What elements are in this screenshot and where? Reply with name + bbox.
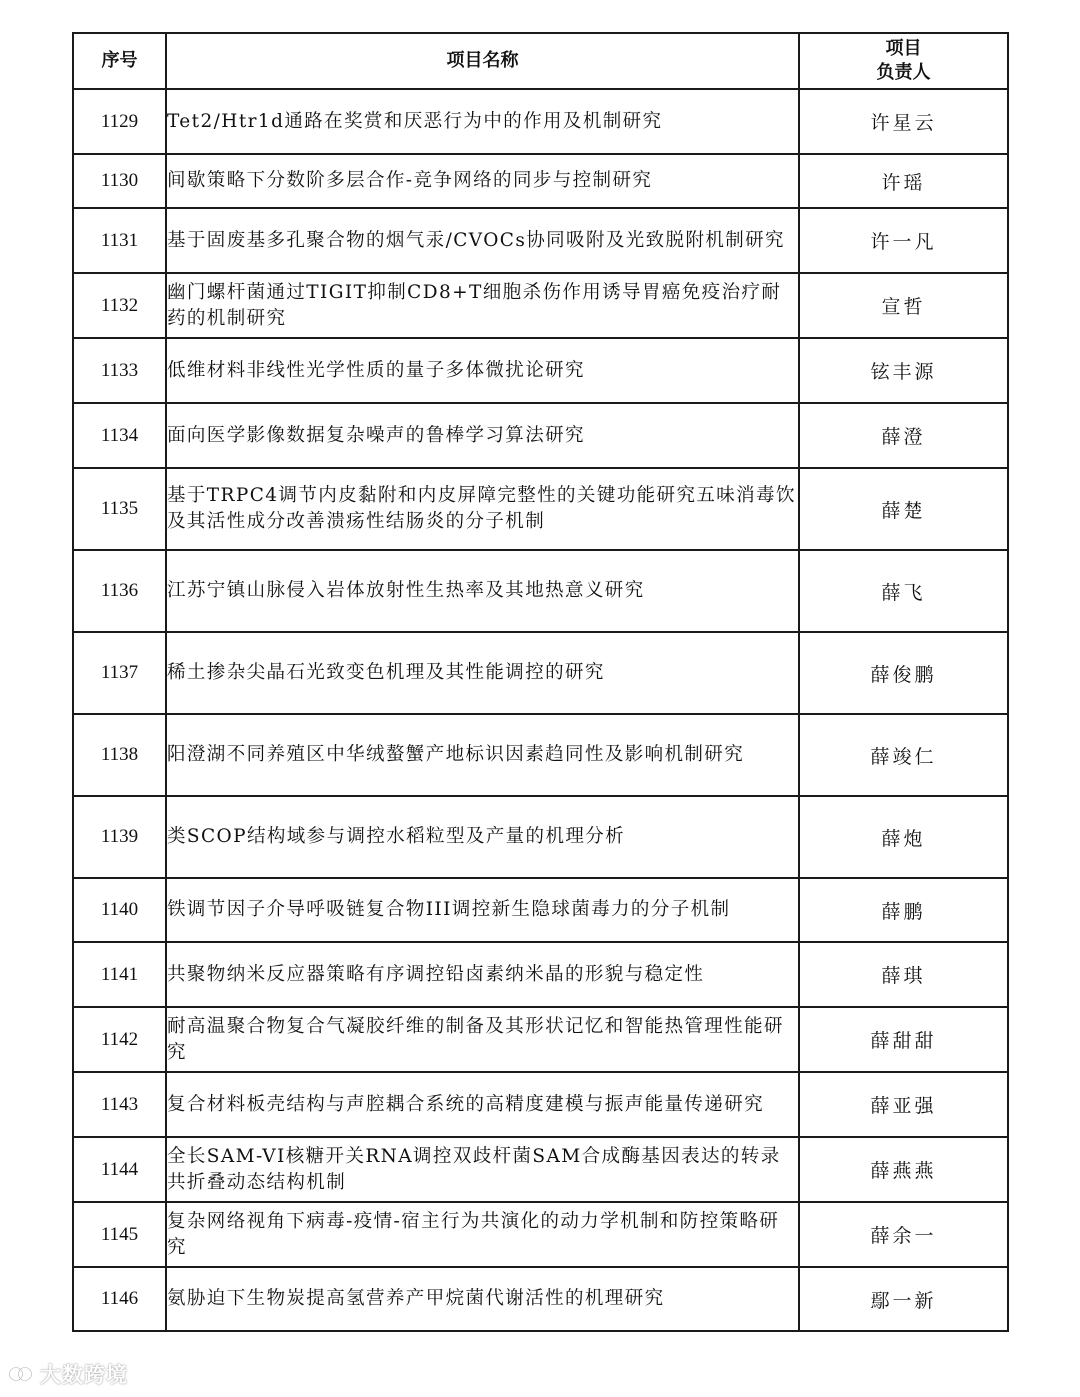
row-project-name: 面向医学影像数据复杂噪声的鲁棒学习算法研究 — [166, 403, 799, 468]
row-project-name: 间歇策略下分数阶多层合作-竞争网络的同步与控制研究 — [166, 154, 799, 208]
row-project-name: 基于TRPC4调节内皮黏附和内皮屏障完整性的关键功能研究五味消毒饮及其活性成分改善溃疡性结肠炎的分子机制 — [166, 468, 799, 550]
row-project-leader: 薛亚强 — [799, 1072, 1008, 1137]
table-row — [73, 942, 1008, 1007]
row-project-leader: 许一凡 — [799, 208, 1008, 273]
row-serial-number: 1137 — [73, 632, 166, 714]
row-serial-number: 1133 — [73, 338, 166, 403]
row-project-leader: 薛燕燕 — [799, 1137, 1008, 1202]
row-project-name: 稀土掺杂尖晶石光致变色机理及其性能调控的研究 — [166, 632, 799, 714]
project-table — [72, 32, 1009, 1332]
header-project-leader — [799, 33, 1008, 89]
table-row — [73, 273, 1008, 338]
row-project-name: 复合材料板壳结构与声腔耦合系统的高精度建模与振声能量传递研究 — [166, 1072, 799, 1137]
row-project-name: 全长SAM-VI核糖开关RNA调控双歧杆菌SAM合成酶基因表达的转录共折叠动态结构机制 — [166, 1137, 799, 1202]
row-project-name: 复杂网络视角下病毒-疫情-宿主行为共演化的动力学机制和防控策略研究 — [166, 1202, 799, 1267]
row-project-leader: 薛飞 — [799, 550, 1008, 632]
table-row — [73, 796, 1008, 878]
row-project-leader: 薛竣仁 — [799, 714, 1008, 796]
row-serial-number: 1141 — [73, 942, 166, 1007]
row-project-name: 铁调节因子介导呼吸链复合物III调控新生隐球菌毒力的分子机制 — [166, 878, 799, 942]
row-project-leader: 薛炮 — [799, 796, 1008, 878]
row-project-leader: 薛澄 — [799, 403, 1008, 468]
row-project-leader: 宣哲 — [799, 273, 1008, 338]
row-project-leader: 薛鹏 — [799, 878, 1008, 942]
row-project-leader: 薛琪 — [799, 942, 1008, 1007]
table-row — [73, 878, 1008, 942]
row-serial-number: 1138 — [73, 714, 166, 796]
header-leader-line2: 负责人 — [876, 62, 931, 83]
row-serial-number: 1134 — [73, 403, 166, 468]
table-row — [73, 1072, 1008, 1137]
row-project-leader: 许瑶 — [799, 154, 1008, 208]
row-serial-number: 1142 — [73, 1007, 166, 1072]
row-project-name: 氨胁迫下生物炭提高氢营养产甲烷菌代谢活性的机理研究 — [166, 1267, 799, 1331]
header-project-name: 项目名称 — [166, 33, 799, 89]
table-row — [73, 403, 1008, 468]
row-serial-number: 1139 — [73, 796, 166, 878]
project-sheet — [72, 32, 1008, 1332]
table-row — [73, 1137, 1008, 1202]
watermark-logo-icon — [8, 1363, 34, 1385]
row-serial-number: 1144 — [73, 1137, 166, 1202]
header-serial-number: 序号 — [73, 33, 166, 89]
table-row — [73, 632, 1008, 714]
table-row — [73, 208, 1008, 273]
row-serial-number: 1145 — [73, 1202, 166, 1267]
table-row — [73, 1267, 1008, 1331]
row-serial-number: 1143 — [73, 1072, 166, 1137]
table-header-row — [73, 33, 1008, 89]
row-serial-number: 1140 — [73, 878, 166, 942]
row-project-name: 共聚物纳米反应器策略有序调控铅卤素纳米晶的形貌与稳定性 — [166, 942, 799, 1007]
row-project-leader: 鄢一新 — [799, 1267, 1008, 1331]
row-project-leader: 薛俊鹏 — [799, 632, 1008, 714]
header-leader-line1: 项目 — [885, 38, 922, 59]
table-row — [73, 468, 1008, 550]
row-project-leader: 铉丰源 — [799, 338, 1008, 403]
row-project-name: 幽门螺杆菌通过TIGIT抑制CD8+T细胞杀伤作用诱导胃癌免疫治疗耐药的机制研究 — [166, 273, 799, 338]
row-serial-number: 1135 — [73, 468, 166, 550]
row-project-name: 阳澄湖不同养殖区中华绒螯蟹产地标识因素趋同性及影响机制研究 — [166, 714, 799, 796]
table-row — [73, 1007, 1008, 1072]
row-project-leader: 许星云 — [799, 89, 1008, 154]
table-row — [73, 714, 1008, 796]
watermark-text: 大数跨境 — [40, 1363, 128, 1387]
row-project-name: 低维材料非线性光学性质的量子多体微扰论研究 — [166, 338, 799, 403]
row-project-leader: 薛余一 — [799, 1202, 1008, 1267]
row-serial-number: 1146 — [73, 1267, 166, 1331]
row-serial-number: 1136 — [73, 550, 166, 632]
row-project-leader: 薛楚 — [799, 468, 1008, 550]
table-row — [73, 550, 1008, 632]
row-project-name: 基于固废基多孔聚合物的烟气汞/CVOCs协同吸附及光致脱附机制研究 — [166, 208, 799, 273]
row-project-name: Tet2/Htr1d通路在奖赏和厌恶行为中的作用及机制研究 — [166, 89, 799, 154]
row-project-leader: 薛甜甜 — [799, 1007, 1008, 1072]
row-project-name: 类SCOP结构域参与调控水稻粒型及产量的机理分析 — [166, 796, 799, 878]
row-serial-number: 1132 — [73, 273, 166, 338]
table-row — [73, 154, 1008, 208]
row-project-name: 江苏宁镇山脉侵入岩体放射性生热率及其地热意义研究 — [166, 550, 799, 632]
row-serial-number: 1131 — [73, 208, 166, 273]
table-row — [73, 1202, 1008, 1267]
row-serial-number: 1129 — [73, 89, 166, 154]
table-row — [73, 89, 1008, 154]
watermark — [8, 1360, 128, 1388]
table-row — [73, 338, 1008, 403]
row-project-name: 耐高温聚合物复合气凝胶纤维的制备及其形状记忆和智能热管理性能研究 — [166, 1007, 799, 1072]
row-serial-number: 1130 — [73, 154, 166, 208]
